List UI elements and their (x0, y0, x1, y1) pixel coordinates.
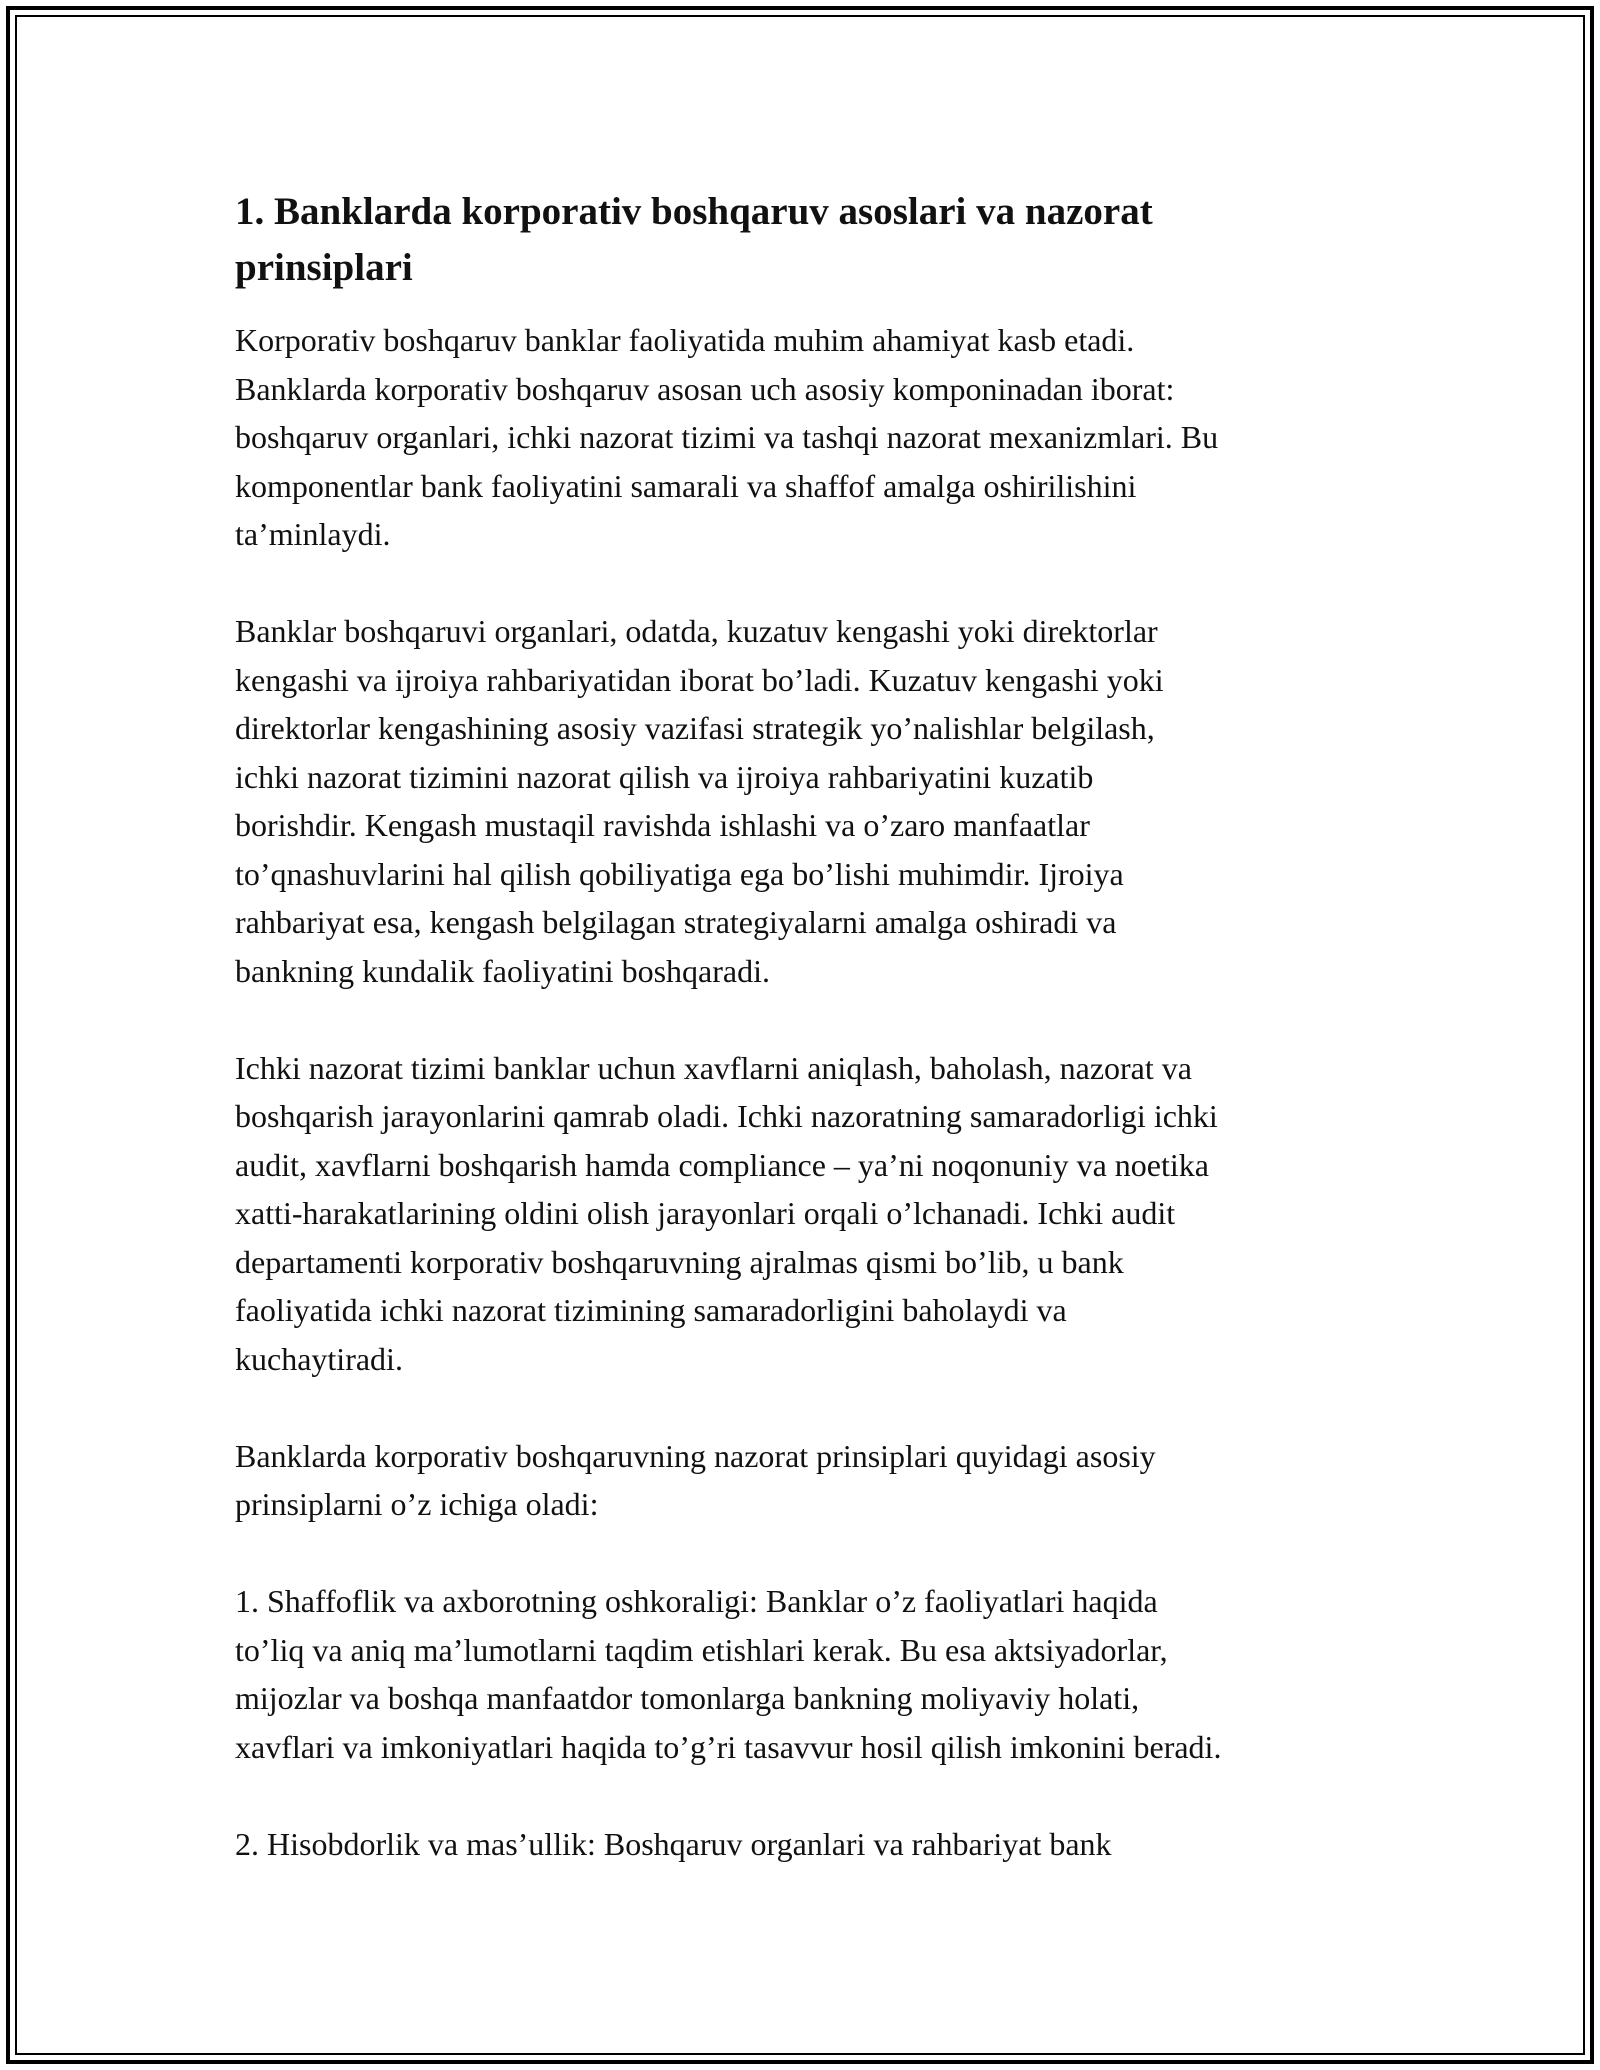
section-heading: 1. Banklarda korporativ boshqaruv asoslari va nazorat prinsiplari (235, 190, 1153, 289)
paragraph-internal-control: Ichki nazorat tizimi banklar uchun xavflarni aniqlash, baholash, nazorat va boshqarish jarayonlarini qamrab oladi. Ichki nazoratning samaradorligi ichki audit, xavflarni boshqarish hamda compliance – ya’ni noqonuniy va noetika xatti-harakatlarining oldini olish jarayonlari orqali o’lchanadi. Ichki audit departamenti korporativ boshqaruvning ajralmas qismi bo’lib, u bank faoliyatida ichki nazorat tizimining samaradorligini baholaydi va kuchaytiradi. (235, 1049, 1218, 1377)
paragraph-governance-bodies: Banklar boshqaruvi organlari, odatda, kuzatuv kengashi yoki direktorlar kengashi va ijroiya rahbariyatidan iborat bo’ladi. Kuzatuv kengashi yoki direktorlar kengashining asosiy vazifasi strategik yo’nalishlar belgilash, ichki nazorat tizimini nazorat qilish va ijroiya rahbariyatini kuzatib borishdir. Kengash mustaqil ravishda ishlashi va o’zaro manfaatlar to’qnashuvlarini hal qilish qobiliyatiga ega bo’lishi muhimdir. Ijroiya rahbariyat esa, kengash belgilagan strategiyalarni amalga oshiradi va bankning kundalik faoliyatini boshqaradi. (235, 613, 1164, 989)
document-body (235, 184, 1385, 1868)
paragraph-intro: Korporativ boshqaruv banklar faoliyatida muhim ahamiyat kasb etadi. Banklarda korporativ boshqaruv asosan uch asosiy komponinadan iborat: boshqaruv organlari, ichki nazorat tizimi va tashqi nazorat mexanizmlari. Bu komponentlar bank faoliyatini samarali va shaffof amalga oshirilishini ta’minlaydi. (235, 322, 1219, 552)
paragraph-principle-transparency: 1. Shaffoflik va axborotning oshkoraligi: Banklar o’z faoliyatlari haqida to’liq va aniq ma’lumotlarni taqdim etishlari kerak. Bu esa aktsiyadorlar, mijozlar va boshqa manfaatdor tomonlarga bankning moliyaviy holati, xavflari va imkoniyatlari haqida to’g’ri tasavvur hosil qilish imkonini beradi. (235, 1583, 1222, 1765)
paragraph-principles-intro: Banklarda korporativ boshqaruvning nazorat prinsiplari quyidagi asosiy prinsiplarni o’z ichiga oladi: (235, 1437, 1156, 1522)
paragraph-principle-accountability: 2. Hisobdorlik va mas’ullik: Boshqaruv organlari va rahbariyat bank (235, 1825, 1112, 1862)
